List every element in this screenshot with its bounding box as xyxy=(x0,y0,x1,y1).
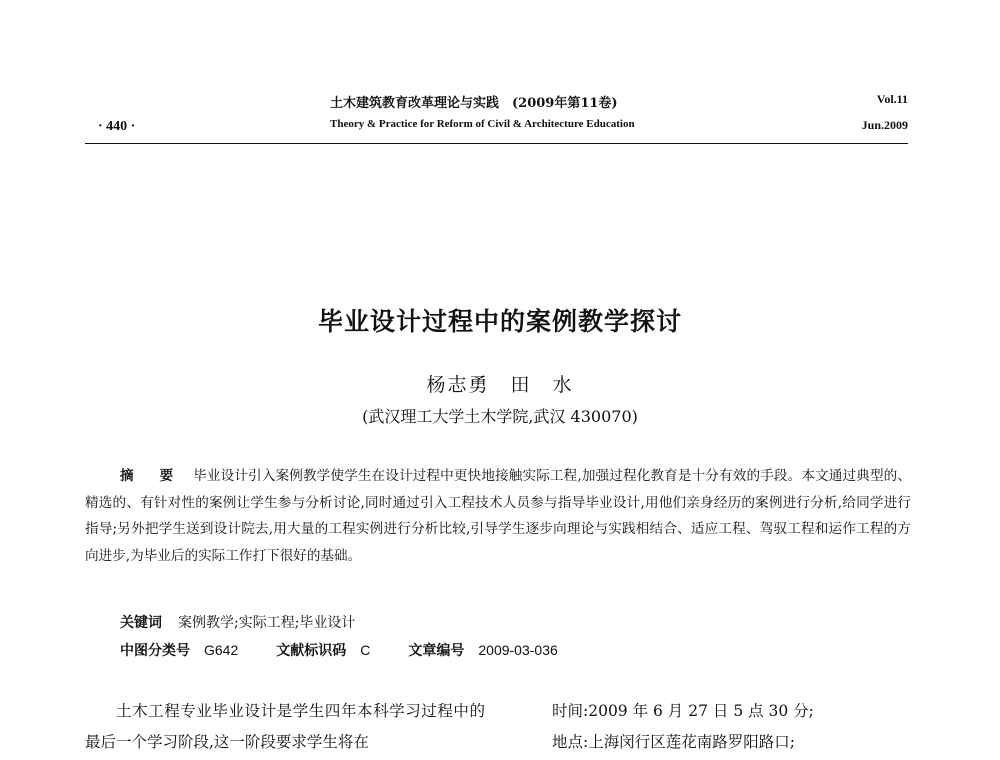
journal-title-en: Theory & Practice for Reform of Civil & Architecture Education xyxy=(330,118,635,130)
doc-code-value: C xyxy=(360,642,371,658)
journal-title-cn: 土木建筑教育改革理论与实践 (2009年第11卷) xyxy=(330,96,618,111)
keywords xyxy=(120,612,355,632)
article-number-value: 2009-03-036 xyxy=(478,642,558,658)
keywords-text: 案例教学;实际工程;毕业设计 xyxy=(178,615,356,631)
header-rule xyxy=(85,143,908,144)
clc-value: G642 xyxy=(204,642,239,658)
body-right-line-location: 地点:上海闵行区莲花南路罗阳路口; xyxy=(552,733,795,751)
abstract xyxy=(85,463,911,569)
body-left-column: 土木工程专业毕业设计是学生四年本科学习过程中的最后一个学习阶段,这一阶段要求学生将在 xyxy=(85,702,485,751)
article-authors: 杨志勇 田 水 xyxy=(426,374,574,396)
body-right-line-time: 时间:2009 年 6 月 27 日 5 点 30 分; xyxy=(552,702,814,720)
article-title: 毕业设计过程中的案例教学探讨 xyxy=(317,307,682,336)
abstract-text: 毕业设计引入案例教学使学生在设计过程中更快地接触实际工程,加强过程化教育是十分有效的手段。本文通过典型的、精选的、有针对性的案例让学生参与分析讨论,同时通过引入工程技术人员参与指导毕业设计,用他们亲身经历的案例进行分析,给同学进行指导;另外把学生送到设计院去,用大量的工程实例进行分析比较,引导学生逐步向理论与实践相结合、适应工程、驾驭工程和运作工程的方向进步,为毕业后的实际工作打下很好的基础。 xyxy=(85,468,911,564)
abstract-label: 摘 要 xyxy=(120,468,180,484)
clc-label: 中图分类号 xyxy=(120,643,190,659)
page-number: · 440 · xyxy=(98,119,136,134)
classification-line xyxy=(120,640,596,660)
volume-number: Vol.11 xyxy=(876,92,908,106)
keywords-label: 关键词 xyxy=(120,615,162,631)
doc-code-label: 文献标识码 xyxy=(276,643,347,659)
issue-date: Jun.2009 xyxy=(861,118,908,132)
body-right-column xyxy=(552,696,912,758)
article-number-label: 文章编号 xyxy=(408,643,465,659)
article-affiliation: (武汉理工大学土木学院,武汉 430070) xyxy=(362,407,638,426)
